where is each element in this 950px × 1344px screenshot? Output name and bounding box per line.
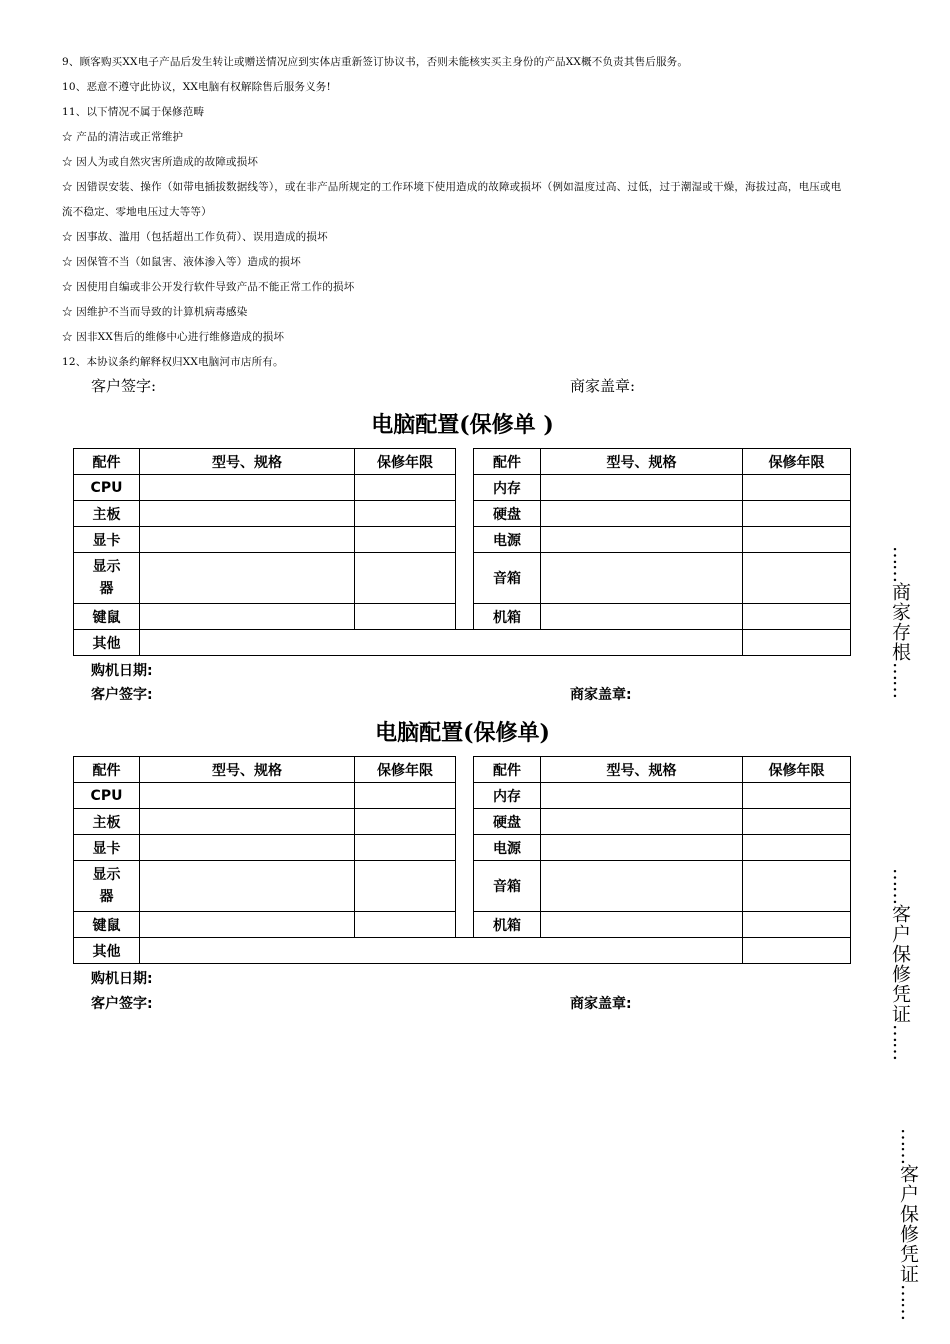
part-label: 其他 xyxy=(74,938,140,964)
warranty-cell[interactable] xyxy=(743,630,851,656)
model-cell[interactable] xyxy=(140,553,355,604)
part-label: CPU xyxy=(74,783,140,809)
model-cell[interactable] xyxy=(140,835,355,861)
term-item: ☆ 因事故、滥用（包括超出工作负荷）、误用造成的损坏 xyxy=(62,231,328,243)
header-part: 配件 xyxy=(74,449,140,475)
header-warranty: 保修年限 xyxy=(743,449,851,475)
term-item: ☆ 因错误安装、操作（如带电插拔数据线等），或在非产品所规定的工作环境下使用造成的故障或损坏（例如温度过高、过低，过于潮湿或干燥，海拔过高，电压或电流不稳定、零地电压过大等等） xyxy=(62,181,842,218)
model-cell[interactable] xyxy=(140,604,355,630)
customer-signature-label: 客户签字: xyxy=(91,996,153,1012)
header-warranty: 保修年限 xyxy=(355,449,456,475)
other-cell[interactable] xyxy=(140,630,743,656)
part-label: 硬盘 xyxy=(474,809,541,835)
warranty-cell[interactable] xyxy=(355,861,456,912)
model-cell[interactable] xyxy=(140,912,355,938)
model-cell[interactable] xyxy=(140,501,355,527)
term-item: ☆ 因使用自编或非公开发行软件导致产品不能正常工作的损坏 xyxy=(62,281,355,293)
purchase-date-label: 购机日期: xyxy=(91,971,153,987)
model-cell[interactable] xyxy=(140,783,355,809)
form-title: 电脑配置(保修单 ) xyxy=(371,412,554,438)
config-table xyxy=(73,448,851,656)
warranty-cell[interactable] xyxy=(743,475,851,501)
part-label: 键鼠 xyxy=(74,912,140,938)
part-label: 音箱 xyxy=(474,553,541,604)
model-cell[interactable] xyxy=(541,861,743,912)
part-label: 显卡 xyxy=(74,527,140,553)
part-label: 内存 xyxy=(474,475,541,501)
warranty-cell[interactable] xyxy=(743,835,851,861)
part-label: 主板 xyxy=(74,809,140,835)
term-item: ☆ 因保管不当（如鼠害、液体渗入等）造成的损坏 xyxy=(62,256,301,268)
model-cell[interactable] xyxy=(541,475,743,501)
terms-list xyxy=(62,50,852,375)
header-model: 型号、规格 xyxy=(541,449,743,475)
warranty-cell[interactable] xyxy=(743,553,851,604)
model-cell[interactable] xyxy=(541,527,743,553)
warranty-cell[interactable] xyxy=(355,783,456,809)
warranty-cell[interactable] xyxy=(743,783,851,809)
merchant-seal-label: 商家盖章: xyxy=(570,377,636,395)
part-label: 内存 xyxy=(474,783,541,809)
term-item: ☆ 因人为或自然灾害所造成的故障或损坏 xyxy=(62,156,259,168)
warranty-cell[interactable] xyxy=(743,604,851,630)
model-cell[interactable] xyxy=(140,861,355,912)
part-label: 显示器 xyxy=(74,861,140,912)
other-cell[interactable] xyxy=(140,938,743,964)
header-model: 型号、规格 xyxy=(140,449,355,475)
side-label-customer-voucher: ……客户保修凭证…… xyxy=(889,868,911,1060)
warranty-cell[interactable] xyxy=(743,912,851,938)
model-cell[interactable] xyxy=(541,604,743,630)
model-cell[interactable] xyxy=(541,783,743,809)
part-label: 电源 xyxy=(474,835,541,861)
header-part: 配件 xyxy=(74,757,140,783)
model-cell[interactable] xyxy=(541,912,743,938)
header-part: 配件 xyxy=(474,757,541,783)
term-item: 12、本协议条约解释权归XX电脑河市店所有。 xyxy=(62,356,284,368)
part-label: 硬盘 xyxy=(474,501,541,527)
warranty-cell[interactable] xyxy=(743,527,851,553)
model-cell[interactable] xyxy=(140,475,355,501)
warranty-cell[interactable] xyxy=(743,861,851,912)
term-item: 11、以下情况不属于保修范畴 xyxy=(62,106,205,118)
merchant-seal-label: 商家盖章: xyxy=(570,996,632,1012)
part-label: 显卡 xyxy=(74,835,140,861)
header-model: 型号、规格 xyxy=(140,757,355,783)
model-cell[interactable] xyxy=(541,809,743,835)
warranty-cell[interactable] xyxy=(355,501,456,527)
customer-signature-label: 客户签字: xyxy=(91,377,157,395)
term-item: ☆ 产品的清洁或正常维护 xyxy=(62,131,184,143)
model-cell[interactable] xyxy=(541,835,743,861)
warranty-cell[interactable] xyxy=(355,912,456,938)
part-label: CPU xyxy=(74,475,140,501)
term-item: 9、顾客购买XX电子产品后发生转让或赠送情况应到实体店重新签订协议书，否则未能核实买主身份的产品XX概不负责其售后服务。 xyxy=(62,56,689,68)
form-title: 电脑配置(保修单) xyxy=(375,720,550,746)
warranty-cell[interactable] xyxy=(355,835,456,861)
warranty-cell[interactable] xyxy=(355,809,456,835)
part-label: 键鼠 xyxy=(74,604,140,630)
part-label: 其他 xyxy=(74,630,140,656)
purchase-date-label: 购机日期: xyxy=(91,663,153,679)
warranty-cell[interactable] xyxy=(355,553,456,604)
warranty-cell[interactable] xyxy=(355,604,456,630)
warranty-cell[interactable] xyxy=(743,938,851,964)
part-label: 主板 xyxy=(74,501,140,527)
part-label: 机箱 xyxy=(474,912,541,938)
term-item: ☆ 因维护不当而导致的计算机病毒感染 xyxy=(62,306,248,318)
model-cell[interactable] xyxy=(140,809,355,835)
term-item: ☆ 因非XX售后的维修中心进行维修造成的损坏 xyxy=(62,331,285,343)
side-label-customer-voucher: ……客户保修凭证…… xyxy=(897,1128,919,1320)
warranty-cell[interactable] xyxy=(743,809,851,835)
warranty-cell[interactable] xyxy=(355,527,456,553)
header-warranty: 保修年限 xyxy=(355,757,456,783)
merchant-seal-label: 商家盖章: xyxy=(570,687,632,703)
part-label: 电源 xyxy=(474,527,541,553)
model-cell[interactable] xyxy=(541,501,743,527)
side-label-merchant-stub: ……商家存根…… xyxy=(889,546,911,698)
warranty-cell[interactable] xyxy=(743,501,851,527)
part-label: 显示器 xyxy=(74,553,140,604)
model-cell[interactable] xyxy=(140,527,355,553)
customer-signature-label: 客户签字: xyxy=(91,687,153,703)
warranty-cell[interactable] xyxy=(355,475,456,501)
header-warranty: 保修年限 xyxy=(743,757,851,783)
part-label: 音箱 xyxy=(474,861,541,912)
config-table xyxy=(73,756,851,964)
part-label: 机箱 xyxy=(474,604,541,630)
header-model: 型号、规格 xyxy=(541,757,743,783)
model-cell[interactable] xyxy=(541,553,743,604)
header-part: 配件 xyxy=(474,449,541,475)
term-item: 10、恶意不遵守此协议，XX电脑有权解除售后服务义务! xyxy=(62,81,331,93)
